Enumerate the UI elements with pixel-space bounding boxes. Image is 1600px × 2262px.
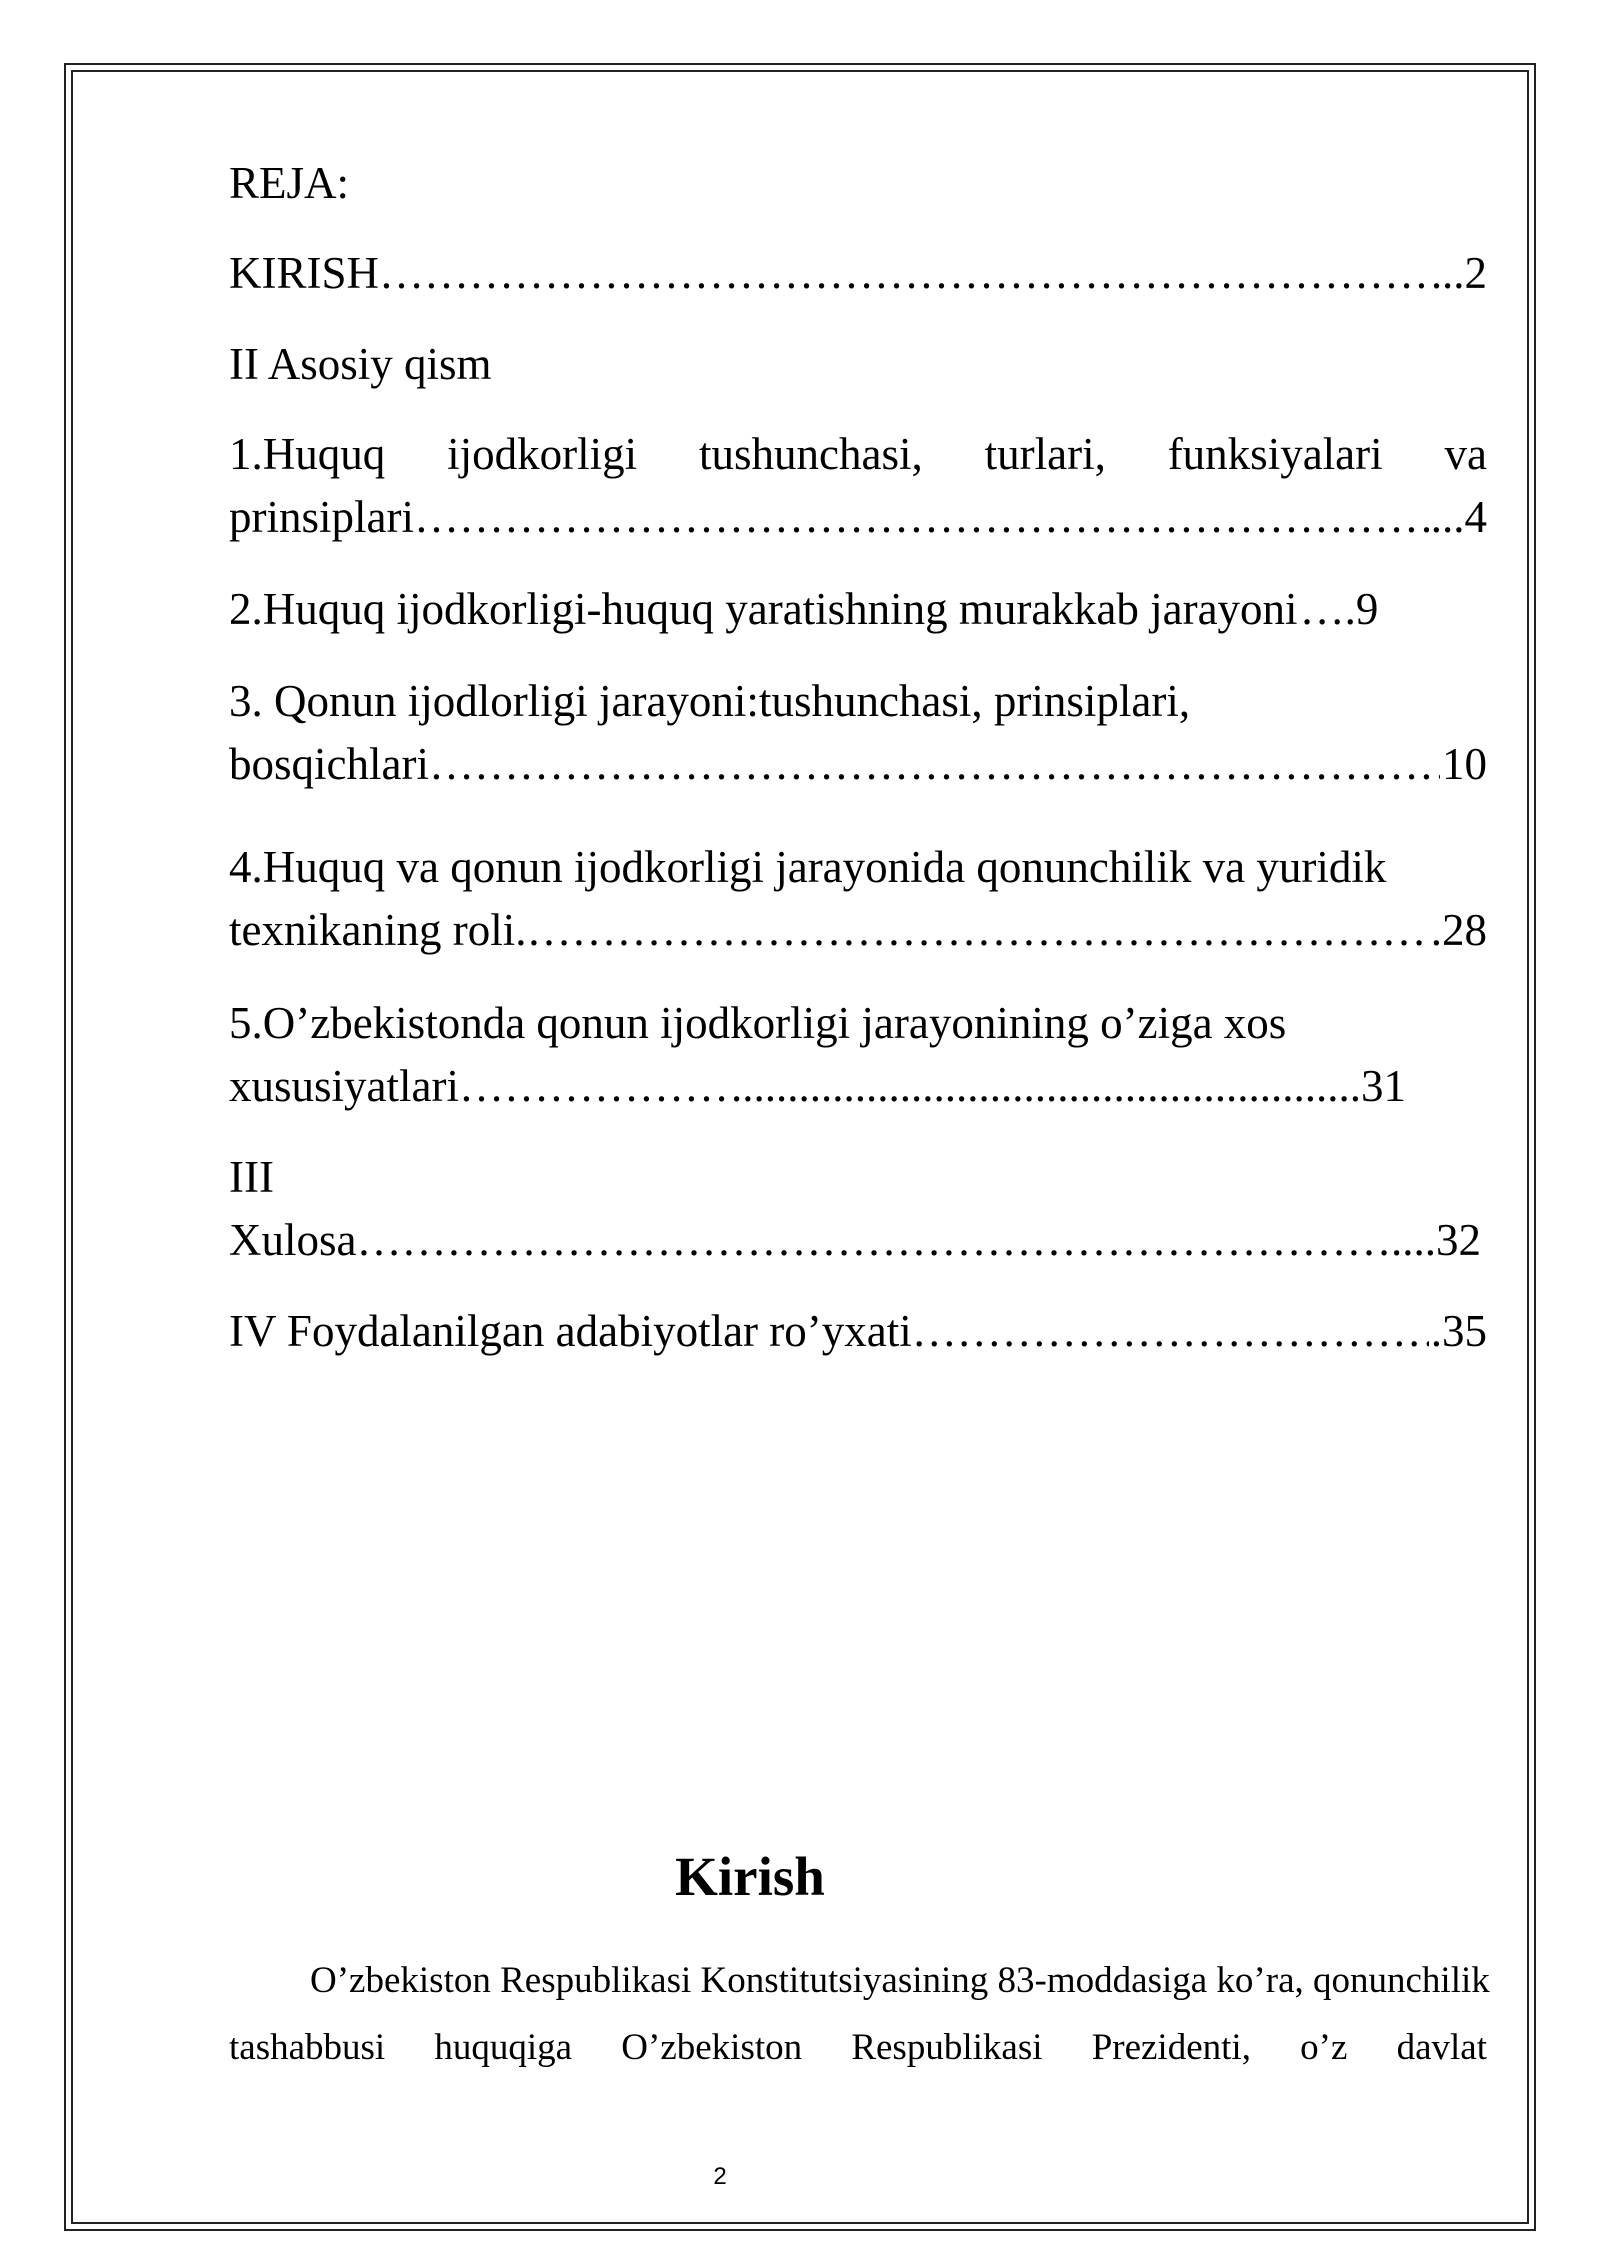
toc-entry-5-line1: 5.O’zbekistonda qonun ijodkorligi jarayonining o’ziga xos [229, 998, 1287, 1048]
toc-entry-label: xususiyatlari……………… [229, 1061, 729, 1111]
toc-entry-label: KIRISH [229, 248, 380, 298]
toc-entry-label: bosqichlari [229, 739, 429, 789]
toc-page-number: ...4 [1430, 492, 1487, 542]
toc-entry-kirish [229, 242, 1487, 305]
toc-entry-1-line1: 1.Huquq ijodkorligi tushunchasi, turlari, funksiyalari va [229, 429, 1487, 479]
toc-page-number: ........................................................31 [730, 1061, 1406, 1111]
toc-leader-dots [526, 899, 1428, 962]
toc-part-3: III [229, 1152, 274, 1202]
toc-entry-5-line2 [229, 1055, 1487, 1118]
toc-entry-references [229, 1300, 1487, 1363]
page-number: 2 [713, 2163, 727, 2190]
toc-entry-xulosa [229, 1209, 1481, 1272]
paragraph-line-2: tashabbusi huquqiga O’zbekiston Respublikasi Prezidenti, o’z davlat [229, 2027, 1487, 2068]
toc-entry-label: IV Foydalanilgan adabiyotlar ro’yxati [229, 1306, 912, 1356]
toc-page-number: 10 [1442, 739, 1487, 789]
toc-part-2: II Asosiy qism [229, 339, 492, 389]
toc-leader-dots [429, 733, 1440, 796]
toc-entry-label: texnikaning roli. [229, 905, 527, 955]
toc-entry-1-line2 [229, 486, 1487, 549]
section-heading: Kirish [675, 1846, 825, 1907]
toc-entry-label: Xulosa [229, 1215, 357, 1265]
toc-entry-label: 2.Huquq ijodkorligi-huquq yaratishning murakkab jarayoni [229, 584, 1298, 634]
toc-page-number: ....32 [1391, 1215, 1481, 1265]
toc-entry-4-line1: 4.Huquq va qonun ijodkorligi jarayonida qonunchilik va yuridik [229, 842, 1387, 892]
toc-title: REJA: [229, 158, 350, 208]
toc-entry-3-line2 [229, 733, 1487, 796]
toc-leader-dots [912, 1300, 1429, 1363]
toc-page-number: .35 [1430, 1306, 1487, 1356]
toc-entry-label: prinsiplari [229, 492, 414, 542]
toc-leader-dots [379, 242, 1440, 305]
toc-leader-dots [357, 1209, 1390, 1272]
toc-leader-dots [414, 486, 1429, 549]
toc-page-number: ….9 [1299, 584, 1379, 634]
toc-page-number: ..2 [1442, 248, 1487, 298]
toc-entry-3-line1: 3. Qonun ijodlorligi jarayoni:tushunchasi, prinsiplari, [229, 676, 1191, 726]
toc-page-number: .28 [1430, 905, 1487, 955]
toc-entry-2 [229, 578, 1467, 641]
toc-entry-4-line2 [229, 899, 1487, 962]
paragraph-line-1: O’zbekiston Respublikasi Konstitutsiyasining 83-moddasiga ko’ra, qonunchilik [310, 1960, 1490, 2001]
